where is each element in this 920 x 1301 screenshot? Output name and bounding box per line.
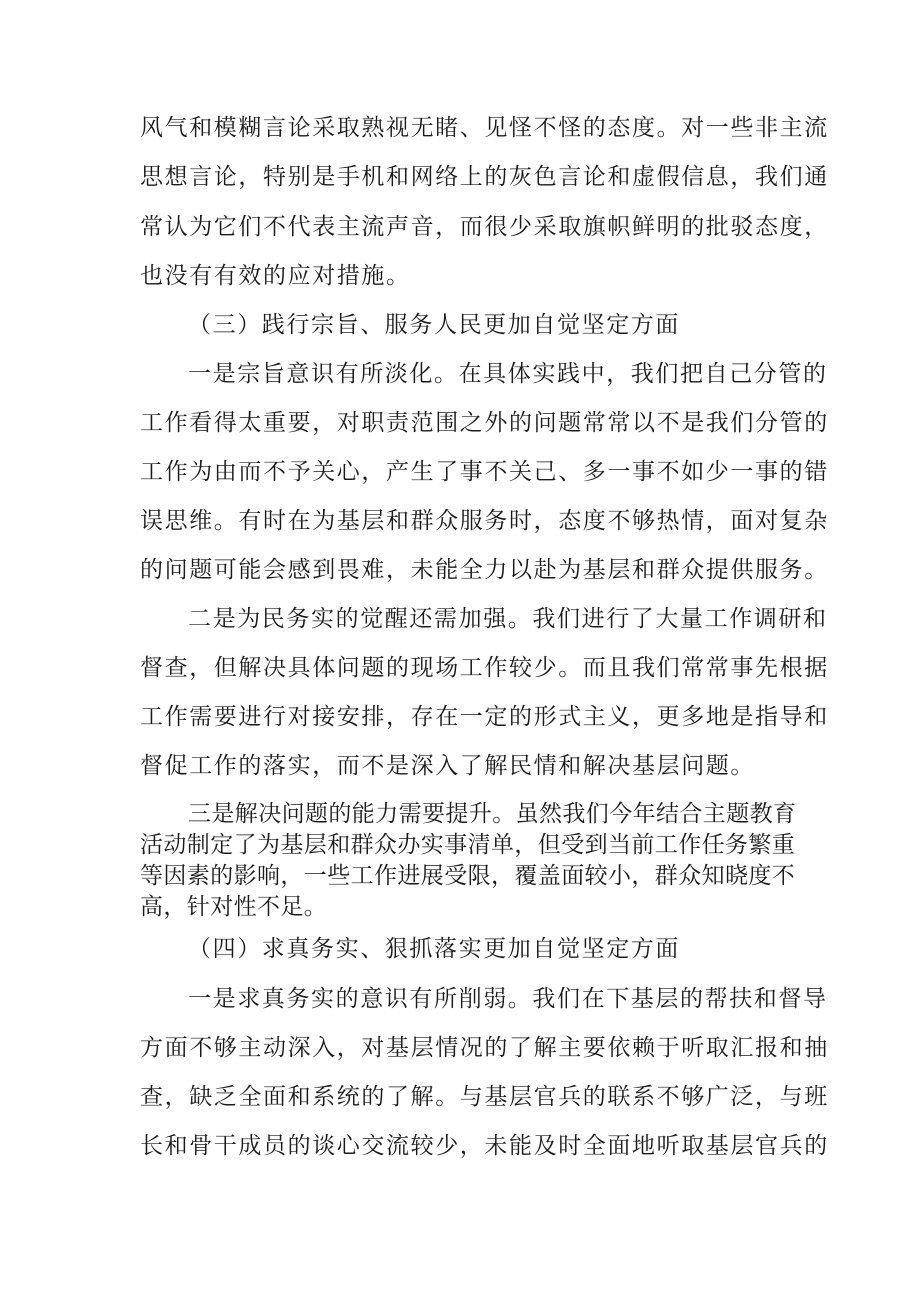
text-line: 长和骨干成员的谈心交流较少，未能及时全面地听取基层官兵的 xyxy=(140,1133,829,1159)
text-line: 也没有有效的应对措施。 xyxy=(140,263,411,289)
text-line: 误思维。有时在为基层和群众服务时，态度不够热情，面对复杂 xyxy=(140,508,829,534)
paragraph-first-line: 一是求真务实的意识有所削弱。我们在下基层的帮扶和督导 xyxy=(188,986,828,1012)
text-line: 思想言论，特别是手机和网络上的灰色言论和虚假信息，我们通 xyxy=(140,164,829,190)
text-line: 的问题可能会感到畏难，未能全力以赴为基层和群众提供服务。 xyxy=(140,557,829,583)
paragraph-first-line: 一是宗旨意识有所淡化。在具体实践中，我们把自己分管的 xyxy=(188,361,828,387)
section-heading: （三）践行宗旨、服务人民更加自觉坚定方面 xyxy=(188,312,680,338)
paragraph-first-line: 二是为民务实的觉醒还需加强。我们进行了大量工作调研和 xyxy=(188,606,828,632)
text-line: 督查，但解决具体问题的现场工作较少。而且我们常常事先根据 xyxy=(140,655,829,681)
text-line: 督促工作的落实，而不是深入了解民情和解决基层问题。 xyxy=(140,753,755,779)
text-line: 工作需要进行对接安排，存在一定的形式主义，更多地是指导和 xyxy=(140,704,829,730)
text-line: 工作为由而不予关心，产生了事不关己、多一事不如少一事的错 xyxy=(140,459,829,485)
text-line: 查，缺乏全面和系统的了解。与基层官兵的联系不够广泛，与班 xyxy=(140,1084,829,1110)
text-line: 常认为它们不代表主流声音，而很少采取旗帜鲜明的批驳态度， xyxy=(140,214,829,240)
text-line: 高，针对性不足。 xyxy=(140,894,328,920)
text-line: 等因素的影响，一些工作进展受限，覆盖面较小，群众知晓度不 xyxy=(140,863,796,889)
text-line: 活动制定了为基层和群众办实事清单，但受到当前工作任务繁重 xyxy=(140,832,796,858)
paragraph-first-line: 三是解决问题的能力需要提升。虽然我们今年结合主题教育 xyxy=(188,801,797,827)
text-line: 方面不够主动深入，对基层情况的了解主要依赖于听取汇报和抽 xyxy=(140,1035,829,1061)
text-line: 风气和模糊言论采取熟视无睹、见怪不怪的态度。对一些非主流 xyxy=(140,115,829,141)
text-line: 工作看得太重要，对职责范围之外的问题常常以不是我们分管的 xyxy=(140,410,829,436)
section-heading: （四）求真务实、狠抓落实更加自觉坚定方面 xyxy=(188,936,680,962)
